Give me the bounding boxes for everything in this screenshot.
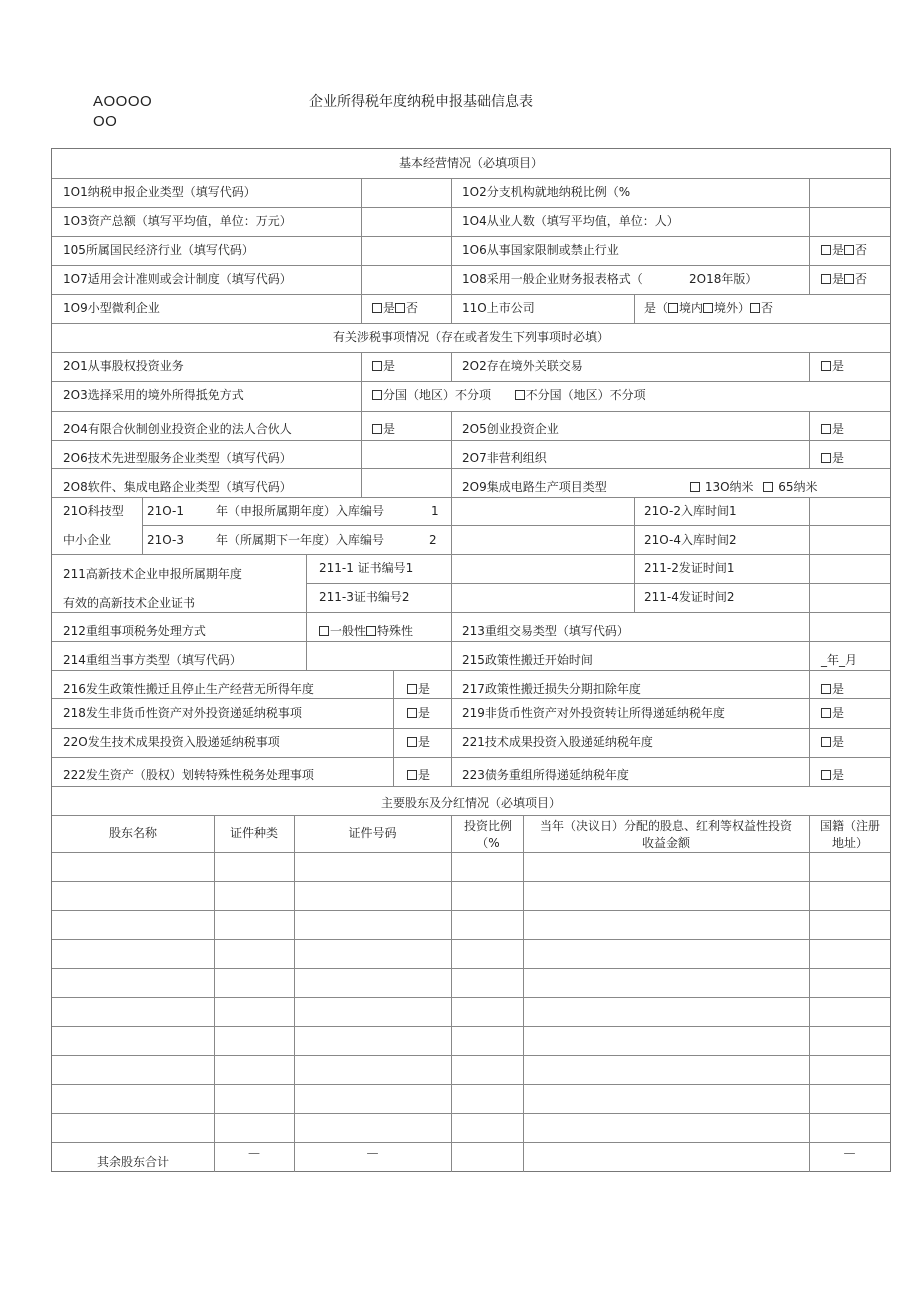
field-109-options bbox=[372, 301, 418, 315]
field-214-label: 214重组当事方类型（填写代码） bbox=[63, 653, 242, 667]
field-204-options bbox=[372, 422, 395, 436]
field-109-label: 1O9小型微利企业 bbox=[63, 301, 160, 315]
option-label: 是 bbox=[832, 451, 845, 465]
footer-cert-no-dash: — bbox=[366, 1146, 379, 1160]
field-104-label: 1O4从业人数（填写平均值，单位：人） bbox=[462, 214, 679, 228]
field-223-label: 223债务重组所得递延纳税年度 bbox=[462, 768, 629, 782]
field-106-label: 1O6从事国家限制或禁止行业 bbox=[462, 243, 619, 257]
field-219-options bbox=[821, 706, 844, 720]
checkbox-205-yes[interactable] bbox=[821, 424, 831, 434]
checkbox-109-yes[interactable] bbox=[372, 303, 382, 313]
option-label: 是 bbox=[383, 359, 396, 373]
footer-nationality-dash: — bbox=[843, 1146, 856, 1160]
checkbox-110-domestic[interactable] bbox=[668, 303, 678, 313]
field-223-options bbox=[821, 768, 844, 782]
field-211-2-label: 211-2发证时间1 bbox=[644, 561, 735, 575]
field-108-label: 1O8采用一般企业财务报表格式（ bbox=[462, 272, 643, 286]
field-221-options bbox=[821, 735, 844, 749]
checkbox-202-yes[interactable] bbox=[821, 361, 831, 371]
field-211-4-label: 211-4发证时间2 bbox=[644, 590, 735, 604]
field-212-options bbox=[319, 624, 413, 638]
form-code bbox=[93, 92, 152, 132]
col-header-name: 股东名称 bbox=[108, 826, 157, 840]
option-label: 是 bbox=[383, 301, 396, 315]
checkbox-220-yes[interactable] bbox=[407, 737, 417, 747]
field-201-label: 2O1从事股权投资业务 bbox=[63, 359, 184, 373]
form-code-line2: OO bbox=[93, 113, 118, 130]
field-209-options bbox=[690, 480, 817, 494]
option-label: 是 bbox=[832, 706, 845, 720]
form-code-line1: AOOOO bbox=[93, 93, 153, 110]
footer-cert-type-dash: — bbox=[248, 1146, 260, 1160]
checkbox-212-special[interactable] bbox=[366, 626, 376, 636]
option-label: 特殊性 bbox=[377, 624, 414, 638]
col-header-ratio: 投资比例（% bbox=[463, 819, 512, 850]
field-210-1-code: 21O-1 bbox=[147, 504, 185, 518]
checkbox-222-yes[interactable] bbox=[407, 770, 417, 780]
option-label: 是 bbox=[418, 706, 431, 720]
field-215-label: 215政策性搬迁开始时间 bbox=[462, 653, 593, 667]
shareholder-rows[interactable] bbox=[52, 852, 890, 1142]
field-210-4-label: 21O-4入库时间2 bbox=[644, 533, 737, 547]
checkbox-209-65nm[interactable] bbox=[763, 482, 773, 492]
field-210-1-text: 年（申报所属期年度）入库编号 bbox=[216, 504, 385, 518]
field-211-label-line2: 有效的高新技术企业证书 bbox=[63, 596, 196, 610]
option-label: 65纳米 bbox=[778, 480, 818, 494]
option-label: 否 bbox=[406, 301, 419, 315]
checkbox-108-no[interactable] bbox=[844, 274, 854, 284]
option-label: 是 bbox=[832, 768, 845, 782]
field-203-options bbox=[372, 388, 646, 402]
option-label: 是 bbox=[418, 735, 431, 749]
option-label: 是 bbox=[832, 682, 845, 696]
field-205-options bbox=[821, 422, 844, 436]
field-108-version: 2O18年版） bbox=[689, 272, 758, 286]
field-210-1-number: 1 bbox=[431, 504, 439, 518]
col-header-cert-no: 证件号码 bbox=[348, 826, 397, 840]
section-basic-title: 基本经营情况（必填项目） bbox=[398, 156, 543, 170]
option-label: 境外） bbox=[714, 301, 751, 315]
checkbox-207-yes[interactable] bbox=[821, 453, 831, 463]
field-216-label: 216发生政策性搬迁且停止生产经营无所得年度 bbox=[63, 682, 314, 696]
section-tax-title: 有关涉税事项情况（存在或者发生下列事项时必填） bbox=[332, 330, 609, 344]
page-title: 企业所得税年度纳税申报基础信息表 bbox=[309, 94, 533, 110]
option-label: 是（ bbox=[644, 301, 669, 315]
option-label: 否 bbox=[855, 243, 868, 257]
checkbox-203-opt1[interactable] bbox=[372, 390, 382, 400]
field-202-label: 2O2存在境外关联交易 bbox=[462, 359, 583, 373]
checkbox-106-yes[interactable] bbox=[821, 245, 831, 255]
field-110-label: 11O上市公司 bbox=[462, 301, 535, 315]
option-label: 是 bbox=[832, 735, 845, 749]
option-label: 不分国（地区）不分项 bbox=[525, 388, 646, 402]
checkbox-204-yes[interactable] bbox=[372, 424, 382, 434]
field-204-label: 2O4有限合伙制创业投资企业的法人合伙人 bbox=[63, 422, 292, 436]
option-label: 一般性 bbox=[330, 624, 367, 638]
col-header-nationality: 国籍（注册地址） bbox=[819, 819, 880, 850]
option-label: 是 bbox=[832, 272, 845, 286]
field-210-label-line2: 中小企业 bbox=[63, 533, 112, 547]
other-shareholders-label: 其余股东合计 bbox=[96, 1155, 169, 1169]
field-210-3-text: 年（所属期下一年度）入库编号 bbox=[216, 533, 385, 547]
field-210-3-code: 21O-3 bbox=[147, 533, 185, 547]
option-label: 是 bbox=[383, 422, 396, 436]
checkbox-216-yes[interactable] bbox=[407, 684, 417, 694]
checkbox-218-yes[interactable] bbox=[407, 708, 417, 718]
field-106-options bbox=[821, 243, 867, 257]
field-210-label-line1: 21O科技型 bbox=[63, 504, 124, 518]
field-108-options bbox=[821, 272, 867, 286]
field-213-label: 213重组交易类型（填写代码） bbox=[462, 624, 629, 638]
field-208-label: 2O8软件、集成电路企业类型（填写代码） bbox=[63, 480, 292, 494]
checkbox-212-general[interactable] bbox=[319, 626, 329, 636]
option-label: 是 bbox=[418, 768, 431, 782]
option-label: 分国（地区）不分项 bbox=[383, 388, 492, 402]
option-label: 是 bbox=[832, 422, 845, 436]
checkbox-201-yes[interactable] bbox=[372, 361, 382, 371]
checkbox-110-abroad[interactable] bbox=[703, 303, 713, 313]
option-label: 13O纳米 bbox=[704, 480, 754, 494]
field-222-options bbox=[407, 768, 430, 782]
checkbox-217-yes[interactable] bbox=[821, 684, 831, 694]
checkbox-219-yes[interactable] bbox=[821, 708, 831, 718]
field-211-1-label: 211-1 证书编号1 bbox=[319, 561, 414, 575]
field-209-label: 2O9集成电路生产项目类型 bbox=[462, 480, 607, 494]
field-206-label: 2O6技术先进型服务企业类型（填写代码） bbox=[63, 451, 292, 465]
field-220-label: 22O发生技术成果投资入股递延纳税事项 bbox=[63, 735, 280, 749]
field-110-options bbox=[644, 301, 773, 315]
field-205-label: 2O5创业投资企业 bbox=[462, 422, 559, 436]
checkbox-110-no[interactable] bbox=[750, 303, 760, 313]
field-220-options bbox=[407, 735, 430, 749]
checkbox-203-opt2[interactable] bbox=[515, 390, 525, 400]
field-210-2-label: 21O-2入库时间1 bbox=[644, 504, 737, 518]
option-label: 否 bbox=[761, 301, 774, 315]
basic-info-form bbox=[51, 148, 891, 1172]
field-222-label: 222发生资产（股权）划转特殊性税务处理事项 bbox=[63, 768, 314, 782]
option-label: 是 bbox=[832, 243, 845, 257]
field-102-label: 1O2分支机构就地纳税比例（% bbox=[462, 185, 631, 199]
field-215-value: _年_月 bbox=[821, 653, 858, 667]
field-202-options bbox=[821, 359, 844, 373]
field-217-label: 217政策性搬迁损失分期扣除年度 bbox=[462, 682, 641, 696]
field-201-options bbox=[372, 359, 395, 373]
col-header-cert-type: 证件种类 bbox=[229, 826, 278, 840]
field-105-label: 105所属国民经济行业（填写代码） bbox=[63, 243, 254, 257]
field-107-label: 1O7适用会计准则或会计制度（填写代码） bbox=[63, 272, 292, 286]
option-label: 否 bbox=[855, 272, 868, 286]
field-101-label: 1O1纳税申报企业类型（填写代码） bbox=[63, 185, 256, 199]
field-218-label: 218发生非货币性资产对外投资递延纳税事项 bbox=[63, 706, 302, 720]
field-211-label-line1: 211高新技术企业申报所属期年度 bbox=[63, 567, 242, 581]
section-shareholders-title: 主要股东及分红情况（必填项目） bbox=[380, 796, 561, 810]
col-header-dividend: 当年（决议日）分配的股息、红利等权益性投资收益金额 bbox=[540, 819, 793, 850]
checkbox-108-yes[interactable] bbox=[821, 274, 831, 284]
field-219-label: 219非货币性资产对外投资转让所得递延纳税年度 bbox=[462, 706, 725, 720]
checkbox-109-no[interactable] bbox=[395, 303, 405, 313]
option-label: 是 bbox=[832, 359, 845, 373]
field-218-options bbox=[407, 706, 430, 720]
checkbox-209-130nm[interactable] bbox=[690, 482, 700, 492]
checkbox-106-no[interactable] bbox=[844, 245, 854, 255]
checkbox-221-yes[interactable] bbox=[821, 737, 831, 747]
field-103-label: 1O3资产总额（填写平均值，单位：万元） bbox=[63, 214, 292, 228]
field-221-label: 221技术成果投资入股递延纳税年度 bbox=[462, 735, 653, 749]
field-211-3-label: 211-3证书编号2 bbox=[319, 590, 410, 604]
field-207-label: 2O7非营利组织 bbox=[462, 451, 547, 465]
field-203-label: 2O3选择采用的境外所得抵免方式 bbox=[63, 388, 244, 402]
option-label: 境内 bbox=[679, 301, 704, 315]
field-216-options bbox=[407, 682, 430, 696]
field-212-label: 212重组事项税务处理方式 bbox=[63, 624, 206, 638]
checkbox-223-yes[interactable] bbox=[821, 770, 831, 780]
option-label: 是 bbox=[418, 682, 431, 696]
field-210-3-number: 2 bbox=[429, 533, 437, 547]
field-217-options bbox=[821, 682, 844, 696]
field-207-options bbox=[821, 451, 844, 465]
